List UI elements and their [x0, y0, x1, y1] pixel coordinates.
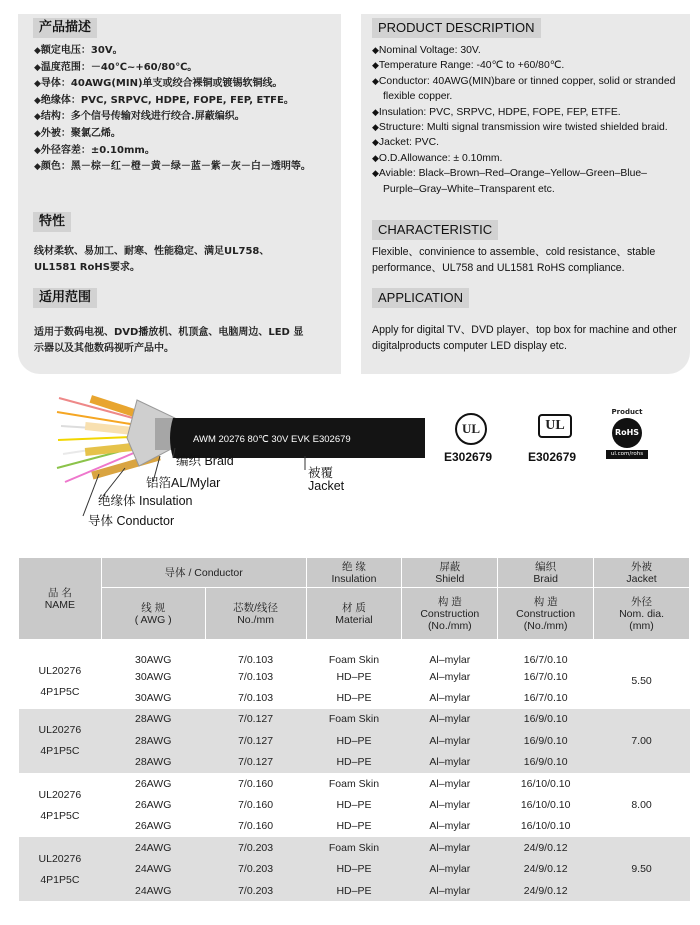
table-cell: 7/0.103 — [238, 670, 274, 683]
char-text-en: Flexible、convinience to assemble、cold resistance、stable performance、UL758 and UL1581 RoHS compliance. — [372, 246, 656, 274]
desc-item: ◆ Conductor: 40AWG(MIN)bare or tinned copper, solid or stranded flexible copper. — [372, 74, 682, 105]
char-title-en: CHARACTERISTIC — [372, 220, 498, 240]
rohs-url: ul.com/rohs — [606, 450, 648, 459]
table-cell: Al–mylar — [429, 692, 471, 705]
rohs-top-text: Product — [611, 408, 643, 416]
table-cell: 16/9/0.10 — [498, 709, 594, 730]
table-row — [19, 859, 690, 880]
ul-mark-icon: UL — [455, 413, 487, 445]
spec-table — [18, 557, 690, 901]
desc-item: ◆ Temperature Range: -40℃ to +60/80℃. — [372, 58, 682, 73]
table-row — [19, 687, 690, 708]
cert-number-1: E302679 — [444, 450, 493, 464]
product-name: UL20276 4P1P5C — [19, 837, 102, 901]
desc-item: ◆ Structure: Multi signal transmission wire twisted shielded braid. — [372, 120, 682, 135]
desc-list-en — [372, 43, 682, 197]
table-cell: 26AWG — [135, 820, 172, 833]
table-cell: 28AWG — [101, 752, 205, 773]
app-text-en: Apply for digital TV、DVD player、top box for machine and other digitalproducts computer LED display etc. — [372, 324, 677, 352]
table-cell: 28AWG — [101, 709, 205, 730]
desc-title-cn: 产品描述 — [33, 18, 97, 38]
table-cell: Foam Skin — [328, 777, 380, 790]
desc-item: ◆ 导体：40AWG(MIN)单支或绞合裸铜或镀锡软铜线。 — [34, 76, 334, 93]
table-cell: 7/0.127 — [205, 709, 306, 730]
table-row — [19, 666, 690, 687]
desc-item: ◆ 额定电压：30V。 — [34, 43, 334, 60]
table-cell: 7/0.127 — [205, 730, 306, 751]
desc-title-en: PRODUCT DESCRIPTION — [372, 18, 541, 38]
product-name: UL20276 4P1P5C — [19, 709, 102, 773]
table-cell: 16/9/0.10 — [498, 752, 594, 773]
table-cell: HD–PE — [306, 859, 402, 880]
table-row — [19, 752, 690, 773]
table-cell: 7/0.160 — [238, 777, 274, 790]
desc-item: ◆ 颜色：黑－棕－红－橙－黄－绿－蓝－紫－灰－白－透明等。 — [34, 159, 334, 176]
th-conductor: 导体 / Conductor — [101, 558, 306, 588]
table-cell: 7/0.103 — [238, 692, 274, 705]
table-cell: Foam Skin — [306, 837, 402, 858]
th-awg: 线 规 ( AWG ) — [101, 588, 205, 640]
table-cell: 16/10/0.10 — [520, 799, 571, 812]
table-row — [19, 773, 690, 794]
table-cell: HD–PE — [306, 752, 402, 773]
outer-diameter: 8.00 — [631, 799, 652, 812]
th-material: 材 质 Material — [306, 588, 402, 640]
desc-list-cn — [34, 43, 334, 176]
app-title-cn: 适用范围 — [33, 288, 97, 308]
rohs-mark-icon: RoHS — [612, 418, 642, 448]
th-jacket: 外被 Jacket — [594, 558, 690, 588]
table-cell: 7/0.160 — [238, 799, 274, 812]
table-cell: 7/0.203 — [205, 859, 306, 880]
table-row — [19, 837, 690, 858]
table-row — [19, 880, 690, 901]
table-cell: Al–mylar — [429, 799, 471, 812]
table-row — [19, 640, 690, 667]
table-cell: 30AWG — [135, 670, 172, 683]
table-cell: Al–mylar — [402, 837, 498, 858]
table-cell: 24AWG — [101, 880, 205, 901]
table-cell: Foam Skin — [328, 654, 380, 666]
table-row — [19, 709, 690, 730]
table-cell: 24AWG — [101, 837, 205, 858]
th-name: 品 名 NAME — [19, 558, 102, 640]
char-text-cn: 线材柔软、易加工、耐寒、性能稳定、满足UL758、UL1581 RoHS要求。 — [34, 246, 270, 273]
app-text-cn: 适用于数码电视、DVD播放机、机顶盒、电脑周边、LED 显示器以及其他数码视听产品中。 — [34, 327, 304, 354]
desc-item: ◆ 结构：多个信号传输对线进行绞合.屏蔽编织。 — [34, 109, 334, 126]
th-od: 外径 Nom. dia. (mm) — [594, 588, 690, 640]
table-cell: 26AWG — [135, 777, 172, 790]
desc-item: ◆ 外径容差：±0.10mm。 — [34, 143, 334, 160]
table-cell: HD–PE — [306, 880, 402, 901]
table-cell: HD–PE — [306, 730, 402, 751]
table-cell: 24AWG — [101, 859, 205, 880]
table-cell: 16/7/0.10 — [523, 654, 568, 666]
table-cell: 16/7/0.10 — [523, 670, 568, 683]
table-cell: Foam Skin — [306, 709, 402, 730]
table-cell: 30AWG — [135, 692, 172, 705]
cert-number-2: E302679 — [528, 450, 577, 464]
label-conductor: 导体 Conductor — [88, 514, 175, 528]
desc-item: ◆ 温度范围：－40℃~+60/80℃。 — [34, 60, 334, 77]
desc-item: ◆ Jacket: PVC. — [372, 135, 682, 150]
label-braid: 编织 Braid — [176, 454, 234, 468]
label-jacket-cn: 被覆 — [308, 466, 334, 480]
table-cell: 26AWG — [135, 799, 172, 812]
table-row — [19, 730, 690, 751]
table-cell: 28AWG — [101, 730, 205, 751]
table-cell: Al–mylar — [402, 880, 498, 901]
outer-diameter: 5.50 — [631, 675, 652, 688]
cable-print-text: AWM 20276 80℃ 30V EVK E302679 — [193, 434, 351, 445]
table-cell: HD–PE — [336, 692, 372, 705]
table-cell: 7/0.103 — [238, 654, 274, 666]
table-cell: 16/10/0.10 — [520, 820, 571, 833]
outer-diameter: 9.50 — [594, 837, 690, 901]
product-name: UL20276 4P1P5C — [38, 788, 82, 822]
desc-item: ◆ 外被：聚氯乙烯。 — [34, 126, 334, 143]
table-cell: 24/9/0.12 — [498, 837, 594, 858]
desc-item: ◆ 绝缘体：PVC, SRPVC, HDPE, FOPE, FEP, ETFE。 — [34, 93, 334, 110]
table-cell: Al–mylar — [402, 709, 498, 730]
th-shield-construction: 构 造 Construction (No./mm) — [402, 588, 498, 640]
recognized-component-mark-icon: UL — [538, 414, 572, 438]
table-cell: Al–mylar — [429, 820, 471, 833]
outer-diameter: 7.00 — [594, 709, 690, 773]
th-shield: 屏蔽 Shield — [402, 558, 498, 588]
char-title-cn: 特性 — [33, 212, 71, 232]
table-cell: Al–mylar — [402, 859, 498, 880]
table-row — [19, 816, 690, 837]
table-cell: 24/9/0.12 — [498, 880, 594, 901]
table-cell: 16/10/0.10 — [520, 777, 571, 790]
table-cell: HD–PE — [336, 799, 372, 812]
desc-item: ◆ Insulation: PVC, SRPVC, HDPE, FOPE, FEP, ETFE. — [372, 105, 682, 120]
th-cores: 芯数/线径 No./mm — [205, 588, 306, 640]
app-title-en: APPLICATION — [372, 288, 469, 308]
table-cell: Al–mylar — [402, 730, 498, 751]
table-cell: 16/9/0.10 — [498, 730, 594, 751]
table-cell: Al–mylar — [429, 654, 471, 666]
table-cell: HD–PE — [336, 820, 372, 833]
label-insulation: 绝缘体 Insulation — [98, 494, 193, 508]
table-cell: 30AWG — [135, 654, 172, 666]
table-cell: 7/0.203 — [205, 880, 306, 901]
table-cell: 7/0.160 — [238, 820, 274, 833]
th-braid-construction: 构 造 Construction (No./mm) — [498, 588, 594, 640]
label-jacket-en: Jacket — [308, 479, 345, 493]
table-cell: 24/9/0.12 — [498, 859, 594, 880]
product-name: UL20276 4P1P5C — [38, 664, 82, 698]
desc-item: ◆ Aviable: Black–Brown–Red–Orange–Yellow–Green–Blue–Purple–Gray–White–Transparent etc. — [372, 166, 682, 197]
table-cell: HD–PE — [336, 670, 372, 683]
table-row — [19, 794, 690, 815]
table-cell: Al–mylar — [402, 752, 498, 773]
label-mylar: 铝箔AL/Mylar — [146, 476, 221, 490]
table-cell: 7/0.203 — [205, 837, 306, 858]
desc-item: ◆ Nominal Voltage: 30V. — [372, 43, 682, 58]
table-cell: 7/0.127 — [205, 752, 306, 773]
table-cell: Al–mylar — [429, 777, 471, 790]
desc-item: ◆ O.D.Allowance: ± 0.10mm. — [372, 151, 682, 166]
table-cell: 16/7/0.10 — [523, 692, 568, 705]
th-braid: 编织 Braid — [498, 558, 594, 588]
th-insulation: 绝 缘 Insulation — [306, 558, 402, 588]
table-cell: Al–mylar — [429, 670, 471, 683]
